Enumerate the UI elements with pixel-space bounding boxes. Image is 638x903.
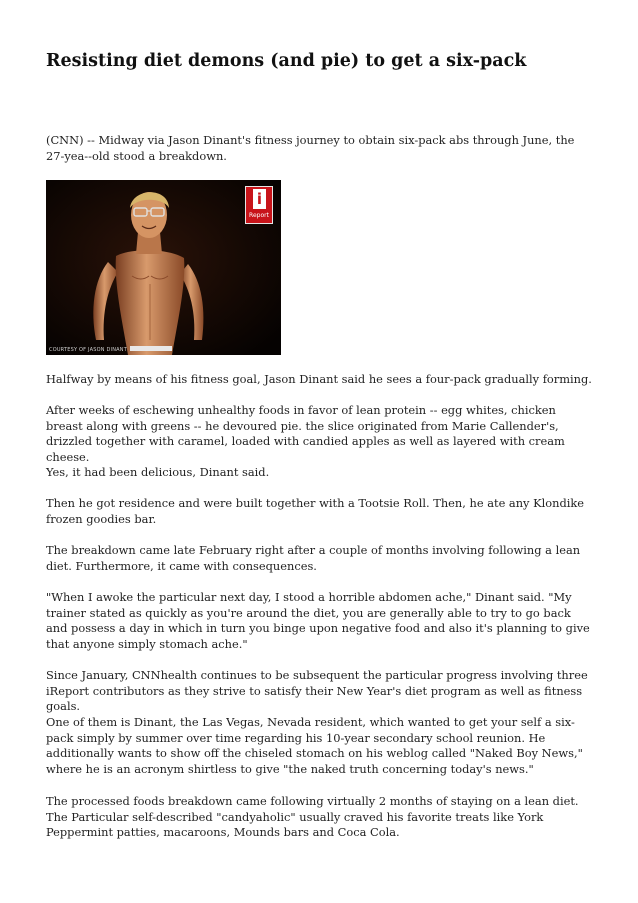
- paragraph-10: The processed foods breakdown came following virtually 2 months of staying on a lean diet. The Particular self-described "candyaholic" usually craved his favorite treats like York Peppermint patties, macaroons, Mounds bars and Coca Cola.: [46, 794, 579, 840]
- paragraph-6: The breakdown came late February right after a couple of months involving following a lean diet. Furthermore, it came with consequences.: [46, 543, 581, 573]
- ireport-logo: [245, 186, 273, 224]
- paragraph-1: (CNN) -- Midway via Jason Dinant's fitness journey to obtain six-pack abs through June, the 27-yea--old stood a breakdown.: [46, 133, 575, 163]
- paragraph-9: One of them is Dinant, the Las Vegas, Nevada resident, which wanted to get your self a six-pack simply by summer over time regarding his 10-year secondary school reunion. He additionally wants to show off the chiseled stomach on his weblog called "Naked Boy News," where he is an acronym shirtless to give "the naked truth concerning today's news.": [46, 715, 583, 776]
- paragraph-5: Then he got residence and were built together with a Tootsie Roll. Then, he ate any Klondike frozen goodies bar.: [46, 496, 585, 526]
- article-title: Resisting diet demons (and pie) to get a six-pack: [46, 51, 527, 71]
- paragraph-8: Since January, CNNhealth continues to be subsequent the particular progress involving three iReport contributors as they strive to satisfy their New Year's diet program as well as fitness goals.: [46, 668, 588, 714]
- ireport-logo-text: Report: [249, 212, 269, 219]
- paragraph-4: Yes, it had been delicious, Dinant said.: [46, 465, 270, 479]
- paragraph-3: After weeks of eschewing unhealthy foods in favor of lean protein -- egg whites, chicken breast along with greens -- he devoured pie. the slice originated from Marie Callender's, drizzled together with caramel, loaded with candied apples as well as layered with cream cheese.: [46, 403, 565, 464]
- ireport-logo-letter: i: [253, 189, 266, 209]
- paragraph-2: Halfway by means of his fitness goal, Jason Dinant said he sees a four-pack gradually forming.: [46, 372, 592, 386]
- article-photo: [46, 180, 281, 355]
- paragraph-7: "When I awoke the particular next day, I stood a horrible abdomen ache," Dinant said. "My trainer stated as quickly as you're around the diet, you are generally able to try to go back and possess a day in which in turn you binge upon negative food and also it's planning to give that anyone simply stomach ache.": [46, 590, 590, 651]
- photo-credit: COURTESY OF JASON DINANT: [49, 347, 127, 353]
